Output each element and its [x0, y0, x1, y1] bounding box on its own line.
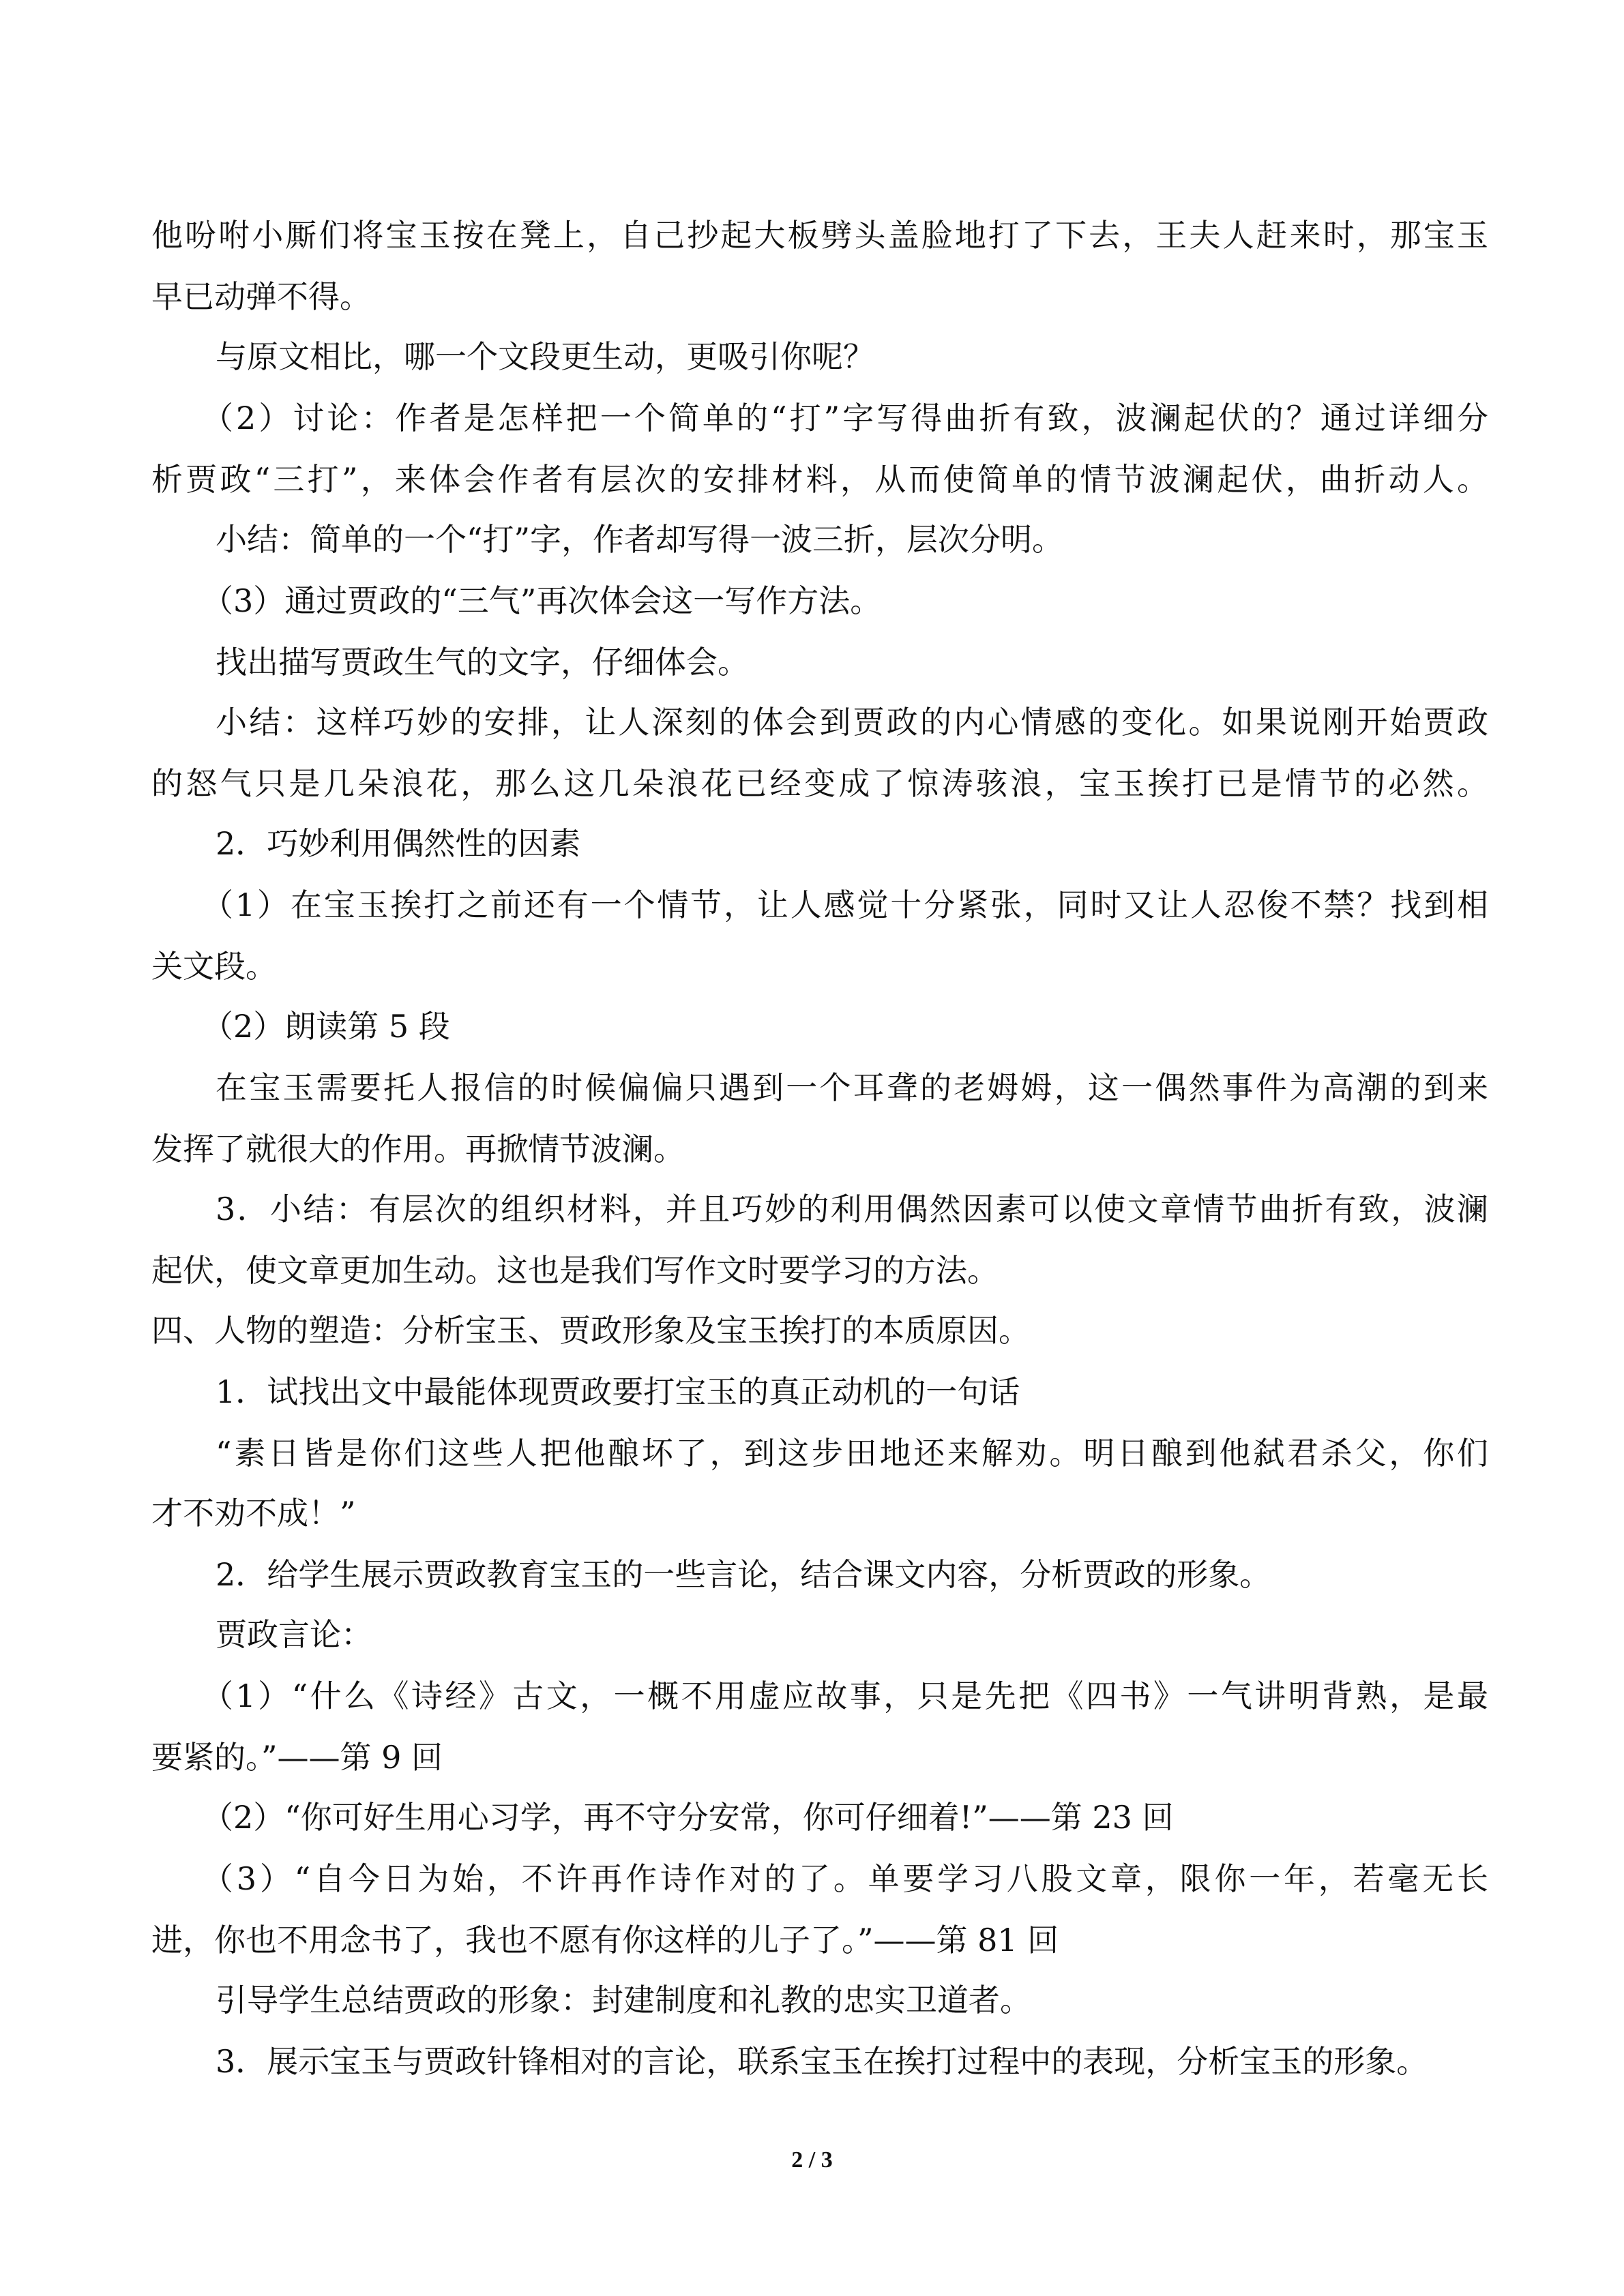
- text-line: 1．试找出文中最能体现贾政要打宝玉的真正动机的一句话: [216, 1373, 1020, 1410]
- text-line: 引导学生总结贾政的形象：封建制度和礼教的忠实卫道者。: [216, 1982, 1031, 2018]
- text-line: 他吩咐小厮们将宝玉按在凳上，自己抄起大板劈头盖脸地打了下去，王夫人赶来时，那宝玉: [151, 217, 1488, 254]
- text-line: 的怒气只是几朵浪花，那么这几朵浪花已经变成了惊涛骇浪，宝玉挨打已是情节的必然。: [151, 765, 1488, 802]
- text-line: 早已动弹不得。: [151, 278, 371, 315]
- text-line: “素日皆是你们这些人把他酿坏了，到这步田地还来解劝。明日酿到他弑君杀父，你们: [216, 1435, 1488, 1472]
- text-line: 与原文相比，哪一个文段更生动，更吸引你呢？: [216, 338, 874, 375]
- text-line: 2．给学生展示贾政教育宝玉的一些言论，结合课文内容，分析贾政的形象。: [216, 1556, 1271, 1593]
- text-line: 才不劝不成！”: [151, 1495, 356, 1532]
- text-line: （1）在宝玉挨打之前还有一个情节，让人感觉十分紧张，同时又让人忍俊不禁？找到相: [202, 886, 1488, 923]
- text-line: 关文段。: [151, 948, 277, 985]
- text-line: （2）朗读第 5 段: [202, 1008, 450, 1045]
- text-line: 要紧的。”——第 9 回: [151, 1739, 443, 1776]
- text-line: 进，你也不用念书了，我也不愿有你这样的儿子了。”——第 81 回: [151, 1922, 1059, 1958]
- text-line: 3．小结：有层次的组织材料，并且巧妙的利用偶然因素可以使文章情节曲折有致，波澜: [216, 1191, 1488, 1227]
- text-line: （3）“自今日为始，不许再作诗作对的了。单要学习八股文章，限你一年，若毫无长: [202, 1860, 1488, 1897]
- text-line: 小结：简单的一个“打”字，作者却写得一波三折，层次分明。: [216, 521, 1064, 558]
- text-line: 起伏，使文章更加生动。这也是我们写作文时要学习的方法。: [151, 1252, 999, 1289]
- text-line: 找出描写贾政生气的文字，仔细体会。: [216, 644, 749, 681]
- text-line: 在宝玉需要托人报信的时候偏偏只遇到一个耳聋的老姆姆，这一偶然事件为高潮的到来: [216, 1069, 1488, 1106]
- text-line: 小结：这样巧妙的安排，让人深刻的体会到贾政的内心情感的变化。如果说刚开始贾政: [216, 704, 1488, 741]
- text-line: 2．巧妙利用偶然性的因素: [216, 825, 581, 862]
- text-line: 发挥了就很大的作用。再掀情节波澜。: [151, 1131, 685, 1167]
- text-line: （2）讨论：作者是怎样把一个简单的“打”字写得曲折有致，波澜起伏的？通过详细分: [202, 400, 1488, 436]
- text-line: （2）“你可好生用心习学，再不守分安常，你可仔细着!”——第 23 回: [202, 1799, 1174, 1836]
- text-line: 贾政言论：: [216, 1616, 372, 1653]
- text-line: 析贾政“三打”，来体会作者有层次的安排材料，从而使简单的情节波澜起伏，曲折动人。: [151, 461, 1488, 498]
- text-line: （3）通过贾政的“三气”再次体会这一写作方法。: [202, 582, 882, 619]
- page-number: 2 / 3: [791, 2147, 833, 2173]
- section-heading: 四、人物的塑造：分析宝玉、贾政形象及宝玉挨打的本质原因。: [151, 1312, 1030, 1349]
- text-line: 3．展示宝玉与贾政针锋相对的言论，联系宝玉在挨打过程中的表现，分析宝玉的形象。: [216, 2043, 1428, 2080]
- text-line: （1）“什么《诗经》古文，一概不用虚应故事，只是先把《四书》一气讲明背熟，是最: [202, 1678, 1488, 1714]
